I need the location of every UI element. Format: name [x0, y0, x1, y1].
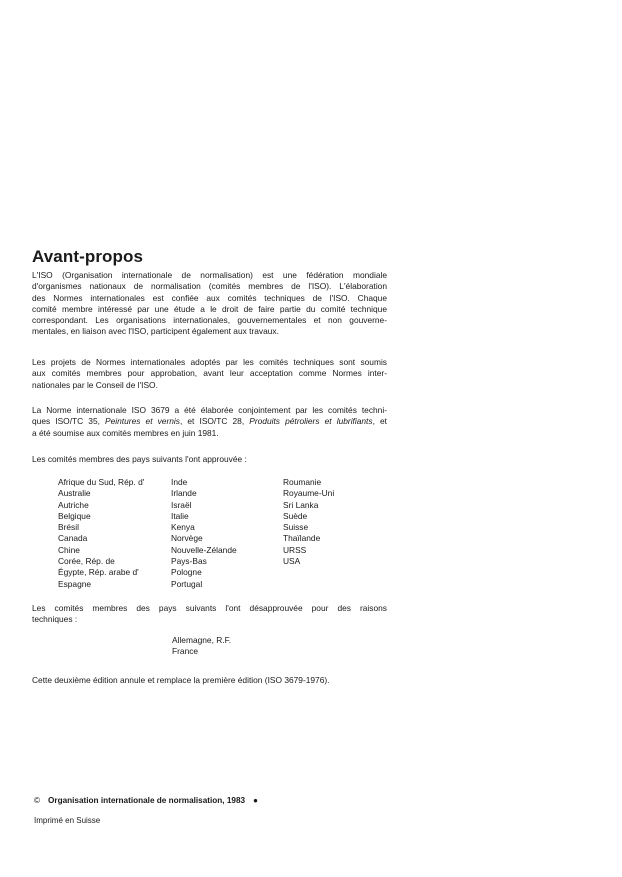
country-name: Roumanie: [283, 477, 322, 487]
country-name: Inde: [171, 477, 188, 487]
foreword-paragraph-iso: [32, 270, 387, 338]
country-name: Thaïlande: [283, 533, 321, 544]
text-line: nationales par le Conseil de l'ISO.: [32, 379, 158, 390]
country-name: Espagne: [58, 578, 92, 589]
country-name: France: [172, 646, 199, 657]
country-name: Pays-Bas: [171, 556, 207, 567]
country-name: Belgique: [58, 510, 91, 521]
country-name: Italie: [171, 510, 189, 521]
country-name: Pologne: [171, 567, 202, 578]
text-line: techniques :: [32, 614, 78, 625]
text-fragment: ques ISO/TC 35,: [32, 416, 106, 427]
foreword-paragraph-drafts: [32, 357, 387, 391]
country-name: USA: [283, 556, 301, 567]
copyright-text: Organisation internationale de normalisation, 1983: [48, 796, 246, 805]
country-name: Afrique du Sud, Rép. d': [58, 477, 145, 487]
country-name: Nouvelle-Zélande: [171, 544, 237, 555]
text-line: Les comités membres des pays suivants l'ont désapprouvée pour des raisons: [32, 603, 387, 613]
country-name: Corée, Rép. de: [58, 556, 115, 567]
text-line: des Normes internationales est confiée aux comités techniques de l'ISO. Chaque: [32, 292, 387, 303]
country-name: Kenya: [171, 522, 195, 533]
country-name: Australie: [58, 488, 91, 499]
text-line: comité membre intéressé par une étude a le droit de faire partie du comité technique: [32, 303, 387, 314]
approved-countries-col2: [171, 477, 237, 590]
text-line: La Norme internationale ISO 3679 a été élaborée conjointement par les comités techni-: [32, 405, 387, 415]
approved-intro: Les comités membres des pays suivants l'ont approuvée :: [32, 454, 247, 464]
text-fragment: , et: [372, 416, 387, 427]
text-line: Les projets de Normes internationales adoptés par les comités techniques sont soumis: [32, 357, 387, 367]
country-name: URSS: [283, 544, 307, 555]
approved-countries-col1: [58, 477, 144, 590]
bullet-icon: ●: [253, 796, 259, 805]
country-name: Égypte, Rép. arabe d': [58, 567, 139, 578]
text-line: a été soumise aux comités membres en juin 1981.: [32, 427, 219, 438]
printed-in: Imprimé en Suisse: [34, 816, 101, 825]
page-title: Avant-propos: [32, 247, 144, 266]
text-line: [32, 416, 387, 427]
country-name: Israël: [171, 499, 192, 510]
disapproved-countries: [172, 635, 231, 658]
text-line: L'ISO (Organisation internationale de normalisation) est une fédération mondiale: [32, 270, 387, 280]
country-name: Portugal: [171, 578, 203, 589]
country-name: Autriche: [58, 499, 89, 510]
country-name: Norvège: [171, 533, 203, 544]
disapproved-intro: [32, 603, 387, 626]
country-name: Chine: [58, 544, 80, 555]
text-line: d'organismes nationaux de normalisation (comités membres de l'ISO). L'élaboration: [32, 281, 387, 292]
country-name: Suède: [283, 510, 308, 521]
approved-countries-col3: [283, 477, 334, 567]
country-name: Allemagne, R.F.: [172, 635, 232, 645]
country-name: Royaume-Uni: [283, 488, 335, 499]
country-name: Irlande: [171, 488, 197, 499]
country-name: Canada: [58, 533, 88, 544]
country-name: Brésil: [58, 522, 79, 533]
committee-title-paints: Peintures et vernis: [105, 416, 180, 427]
country-name: Suisse: [283, 522, 309, 533]
copyright-line: [34, 796, 258, 805]
text-line: mentales, en liaison avec l'ISO, participent également aux travaux.: [32, 326, 279, 337]
committee-title-petroleum: Produits pétroliers et lubrifiants: [249, 416, 373, 427]
country-name: Sri Lanka: [283, 499, 319, 510]
foreword-paragraph-standard: [32, 405, 387, 439]
copyright-icon: ©: [34, 796, 41, 805]
text-line: correspondant. Les organisations internationales, gouvernementales et non gouverne-: [32, 315, 387, 326]
text-line: aux comités membres pour approbation, avant leur acceptation comme Normes inter-: [32, 368, 387, 379]
text-fragment: , et ISO/TC 28,: [179, 416, 250, 427]
edition-note: Cette deuxième édition annule et remplace la première édition (ISO 3679-1976).: [32, 675, 330, 685]
